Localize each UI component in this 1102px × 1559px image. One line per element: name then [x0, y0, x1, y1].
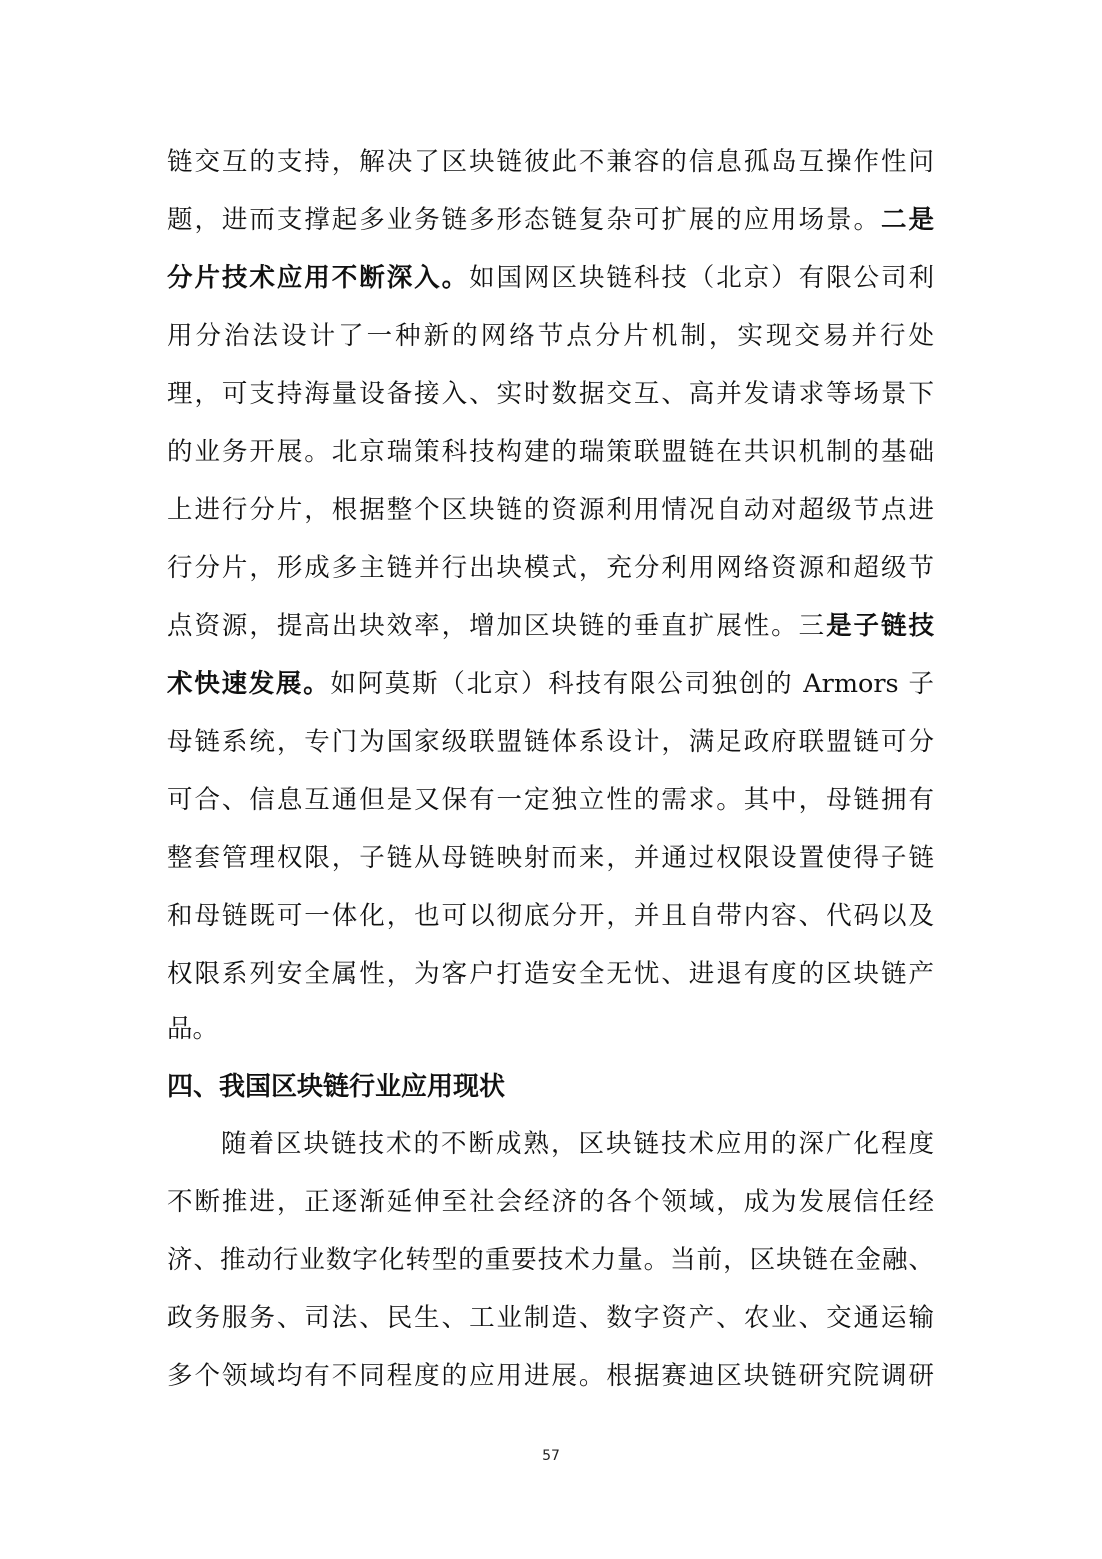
text-line [167, 722, 934, 762]
text-segment: 和母链既可一体化，也可以彻底分开，并且自带内容、代码以及 [167, 901, 934, 931]
text-segment: 链交互的支持，解决了区块链彼此不兼容的信息孤岛互操作性问 [167, 147, 934, 177]
text-segment: 随着区块链技术的不断成熟，区块链技术应用的深广化程度 [221, 1129, 934, 1159]
text-segment: 政务服务、司法、民生、工业制造、数字资产、农业、交通运输 [167, 1303, 934, 1333]
text-segment: 母链系统，专门为国家级联盟链体系设计，满足政府联盟链可分 [167, 727, 934, 757]
text-segment: 品。 [167, 1014, 219, 1044]
page-number: 57 [542, 1448, 560, 1464]
bold-text-segment: 分片技术应用不断深入。 [167, 263, 470, 293]
text-line [167, 1182, 934, 1222]
text-segment: 行分片，形成多主链并行出块模式，充分利用网络资源和超级节 [167, 553, 934, 583]
text-line [167, 258, 934, 298]
text-line [167, 1298, 934, 1338]
text-line [167, 896, 934, 936]
bold-text-segment: 是子链技 [826, 611, 934, 641]
text-line [167, 432, 934, 472]
text-line [167, 954, 934, 994]
bold-text-segment: 二是 [881, 205, 934, 235]
text-line [167, 142, 934, 182]
text-line [167, 200, 934, 240]
text-segment: 理，可支持海量设备接入、实时数据交互、高并发请求等场景下 [167, 379, 934, 409]
text-segment: 的业务开展。北京瑞策科技构建的瑞策联盟链在共识机制的基础 [167, 437, 934, 467]
text-segment: 题，进而支撑起多业务链多形态链复杂可扩展的应用场景。 [167, 205, 882, 235]
text-line [167, 664, 934, 704]
text-line [167, 374, 934, 414]
text-segment: 多个领域均有不同程度的应用进展。根据赛迪区块链研究院调研 [167, 1361, 934, 1391]
text-segment: 可合、信息互通但是又保有一定独立性的需求。其中，母链拥有 [167, 785, 934, 815]
text-segment: 用分治法设计了一种新的网络节点分片机制，实现交易并行处 [167, 321, 934, 351]
section-heading: 四、我国区块链行业应用现状 [167, 1072, 506, 1102]
text-segment: 济、推动行业数字化转型的重要技术力量。当前，区块链在金融、 [167, 1245, 934, 1275]
text-segment: 不断推进，正逐渐延伸至社会经济的各个领域，成为发展信任经 [167, 1187, 934, 1217]
text-segment: 整套管理权限，子链从母链映射而来，并通过权限设置使得子链 [167, 843, 934, 873]
text-line [167, 316, 934, 356]
bold-text-segment: 术快速发展。 [167, 669, 331, 699]
text-line [167, 1009, 934, 1049]
text-line [167, 606, 934, 646]
text-segment: 权限系列安全属性，为客户打造安全无忧、进退有度的区块链产 [167, 959, 934, 989]
text-line [167, 1240, 934, 1280]
text-line [167, 490, 934, 530]
text-segment: 如阿莫斯（北京）科技有限公司独创的 Armors 子 [330, 669, 934, 699]
text-line [167, 1124, 934, 1164]
text-line [167, 838, 934, 878]
text-line [167, 1356, 934, 1396]
text-line [167, 548, 934, 588]
text-line [167, 780, 934, 820]
text-segment: 如国网区块链科技（北京）有限公司利 [469, 263, 934, 293]
text-segment: 上进行分片，根据整个区块链的资源利用情况自动对超级节点进 [167, 495, 934, 525]
text-segment: 点资源，提高出块效率，增加区块链的垂直扩展性。三 [167, 611, 827, 641]
